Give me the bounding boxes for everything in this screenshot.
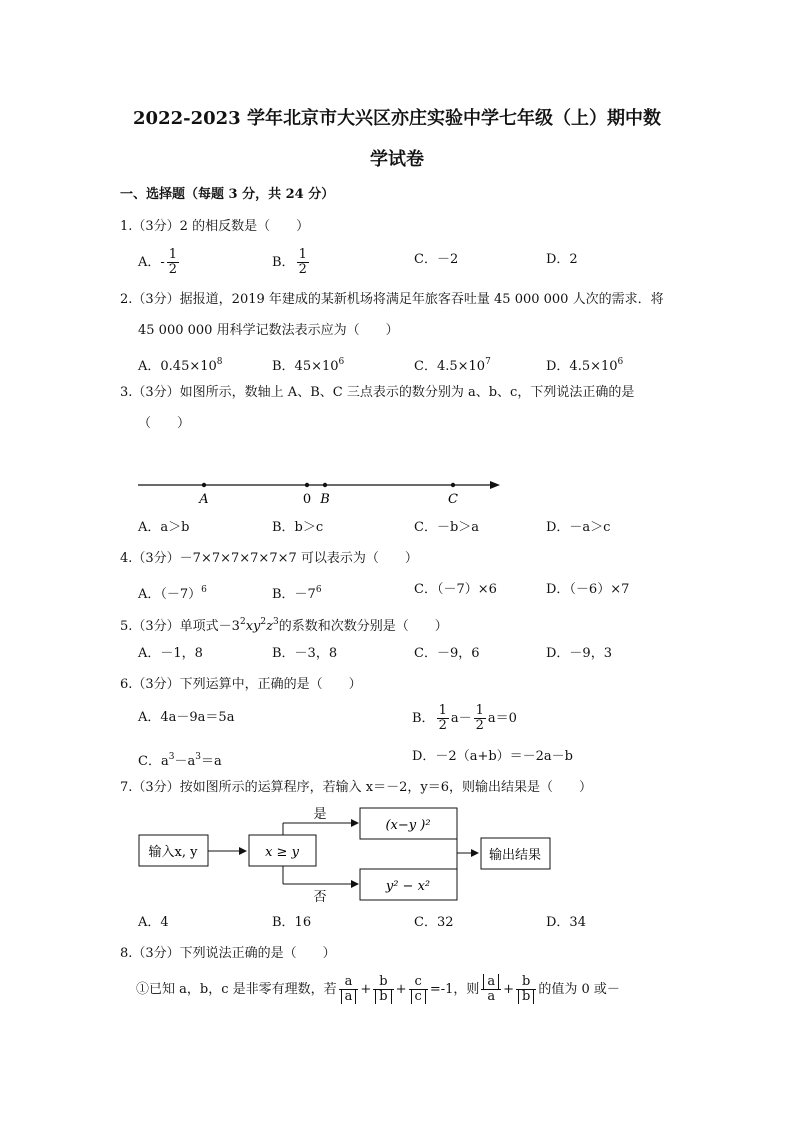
q4-option-d: D．（－6）×7 (546, 582, 630, 597)
condition-box-label: x ≥ y (265, 845, 299, 860)
numerator: 1 (168, 247, 178, 262)
q5-stem (120, 614, 448, 635)
q8-statement-1-mid: =-1，则 (429, 982, 480, 997)
input-box-label: 输入x, y (148, 845, 198, 860)
point-zero (305, 483, 309, 487)
q1-option-a (138, 245, 181, 281)
numerator: b (516, 975, 536, 990)
q7-option-d: D．34 (546, 915, 586, 930)
exponent: 3 (272, 617, 279, 627)
variable: xy (245, 619, 261, 634)
q2-option-a (138, 354, 223, 375)
q3-option-a: A．a＞b (138, 520, 190, 535)
abs-value: c (411, 989, 426, 1004)
denominator: 2 (475, 718, 484, 733)
q5-stem-pre: 5.（3分）单项式－3 (120, 619, 240, 634)
label-yes: 是 (313, 807, 327, 822)
q2-option-b (272, 354, 344, 375)
denominator (339, 990, 359, 1004)
numerator: a (339, 975, 359, 990)
numerator: 1 (438, 703, 447, 718)
q6-option-c-mid: －a (174, 754, 196, 769)
q5-option-b: B．－3，8 (272, 646, 338, 661)
numerator: 1 (298, 247, 307, 262)
q2-option-c-base: C．4.5×10 (414, 359, 486, 374)
q4-stem: 4.（3分）－7×7×7×7×7×7 可以表示为（ ） (120, 551, 418, 566)
q2-stem-line1: 2.（3分）据报道，2019 年建成的某新机场将满足年旅客吞吐量 45 000 000 人次的需求．将 (120, 292, 664, 307)
q1-option-b-prefix: B． (272, 255, 295, 270)
exponent: 6 (617, 357, 624, 367)
q1-option-d: D．2 (546, 252, 578, 267)
q7-option-c: C．32 (414, 915, 454, 930)
section-heading: 一、选择题（每题 3 分，共 24 分） (120, 187, 335, 202)
q8-statement-1-post: 的值为 0 或－ (538, 982, 620, 997)
q8-statement-1 (136, 972, 620, 1008)
numerator (481, 975, 501, 990)
denominator (373, 990, 393, 1004)
q6-option-c-post: ＝a (200, 754, 222, 769)
q4-option-b-base: B．－7 (272, 587, 316, 602)
q3-option-b: B．b＞c (272, 520, 324, 535)
denominator (516, 990, 536, 1004)
flowchart-figure (130, 804, 570, 912)
q6-option-b (412, 702, 517, 736)
label-a: A (199, 492, 209, 507)
denominator: a (487, 989, 496, 1004)
q1-option-b (272, 245, 311, 281)
q6-option-b-post: a＝0 (487, 711, 517, 726)
denominator: 2 (168, 262, 178, 277)
abs-value: a (341, 989, 357, 1004)
label-b: B (320, 492, 330, 507)
q8-statement-1-pre: ①已知 a，b，c 是非零有理数，若 (136, 982, 337, 997)
numerator: c (409, 975, 428, 990)
numerator: b (373, 975, 393, 990)
abs-value: b (375, 989, 391, 1004)
fraction (373, 975, 393, 1004)
q7-stem: 7.（3分）按如图所示的运算程序，若输入 x＝－2，y＝6，则输出结果是（ ） (120, 780, 593, 795)
q1-option-a-prefix: A．- (138, 255, 165, 270)
q3-option-c: C．－b＞a (414, 520, 480, 535)
q7-option-a: A．4 (138, 915, 169, 930)
numerator: 1 (475, 703, 484, 718)
q5-option-d: D．－9，3 (546, 646, 612, 661)
q3-option-d: D．－a＞c (546, 520, 611, 535)
q2-stem-line2: 45 000 000 用科学记数法表示应为（ ） (138, 323, 399, 338)
q5-option-a: A．－1，8 (138, 646, 203, 661)
fraction (481, 975, 501, 1004)
exponent: 2 (260, 617, 267, 627)
label-no: 否 (313, 890, 327, 905)
label-zero: 0 (302, 492, 312, 507)
q6-stem: 6.（3分）下列运算中，正确的是（ ） (120, 677, 362, 692)
page-title-line1: 2022-2023 学年北京市大兴区亦庄实验中学七年级（上）期中数 (133, 108, 661, 129)
abs-value: a (483, 974, 499, 989)
number-line-arrow (490, 481, 500, 489)
plus-sign: + (360, 982, 372, 997)
label-c: C (448, 492, 458, 507)
q7-option-b: B．16 (272, 915, 312, 930)
denominator: 2 (438, 718, 447, 733)
plus-sign: + (395, 982, 407, 997)
q2-option-a-base: A．0.45×10 (138, 359, 217, 374)
exponent: 3 (195, 752, 201, 762)
fraction (516, 975, 536, 1004)
q3-stem-line2: （ ） (138, 416, 191, 431)
denominator: 2 (298, 262, 307, 277)
abs-value: b (518, 989, 534, 1004)
q6-option-d: D．－2（a+b）＝－2a－b (412, 749, 574, 764)
q5-option-c: C．－9，6 (414, 646, 480, 661)
q2-option-b-base: B．45×10 (272, 359, 339, 374)
q6-option-b-prefix: B． (412, 711, 435, 726)
q2-option-d (546, 354, 623, 375)
plus-sign: + (503, 982, 515, 997)
exponent: 7 (485, 357, 491, 367)
output-box-label: 输出结果 (488, 848, 542, 863)
fraction (437, 704, 449, 733)
fraction (409, 975, 428, 1004)
q4-option-b (272, 582, 322, 603)
q1-stem: 1.（3分）2 的相反数是（ ） (120, 219, 310, 234)
point-c (451, 483, 455, 487)
q6-option-c (138, 749, 222, 770)
variable: z (266, 619, 273, 634)
q4-option-c: C．（－7）×6 (414, 582, 497, 597)
q6-option-b-mid: a－ (450, 711, 472, 726)
number-line-figure (130, 472, 510, 508)
no-box-label: y² − x² (385, 879, 431, 894)
q5-stem-post: 的系数和次数分别是（ ） (278, 619, 448, 634)
q1-option-c: C．－2 (414, 252, 459, 267)
exponent: 6 (315, 585, 322, 595)
fraction (474, 704, 486, 733)
exponent: 6 (338, 357, 345, 367)
point-a (202, 483, 206, 487)
page-title-line2: 学试卷 (370, 149, 424, 170)
exponent: 2 (239, 617, 246, 627)
q6-option-a: A．4a－9a＝5a (138, 710, 235, 725)
denominator (409, 990, 428, 1004)
q2-option-d-base: D．4.5×10 (546, 359, 618, 374)
q4-option-a-base: A．（－7） (138, 587, 202, 602)
q8-stem: 8.（3分）下列说法正确的是（ ） (120, 946, 336, 961)
q6-option-c-pre: C．a (138, 754, 169, 769)
q3-stem-line1: 3.（3分）如图所示，数轴上 A、B、C 三点表示的数分别为 a、b、c，下列说法正确的是 (120, 385, 635, 400)
exponent: 3 (168, 752, 175, 762)
fraction (339, 975, 359, 1004)
yes-box-label: (x−y )² (385, 818, 431, 833)
point-b (323, 483, 327, 487)
fraction (167, 248, 179, 277)
exponent: 6 (201, 585, 207, 595)
q2-option-c (414, 354, 491, 375)
exponent: 8 (216, 357, 223, 367)
fraction (297, 248, 309, 277)
q4-option-a (138, 582, 207, 603)
